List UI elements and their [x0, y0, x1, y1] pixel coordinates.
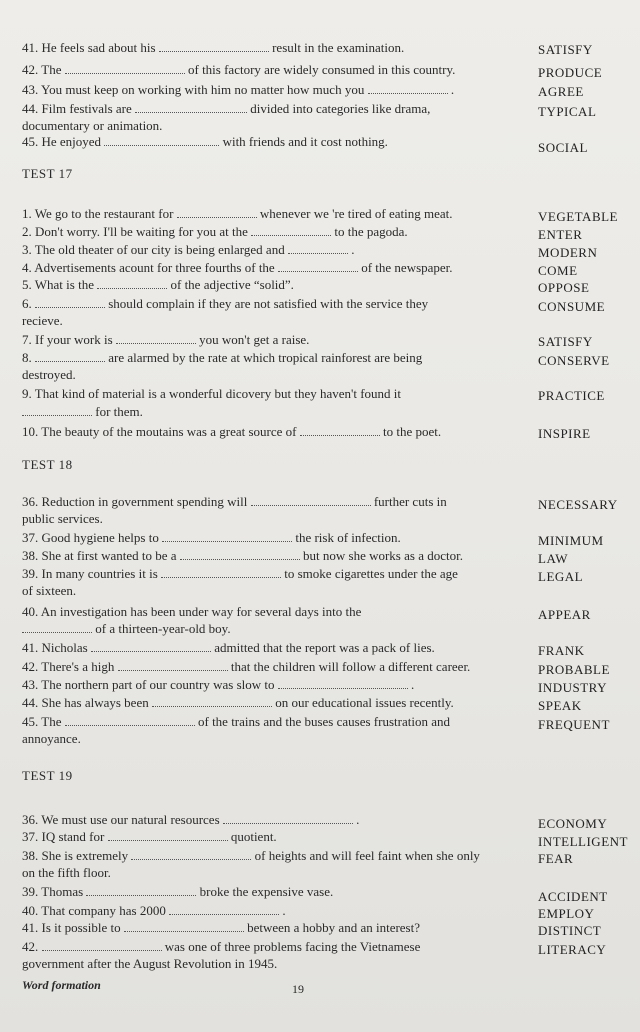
- keyword: COME: [538, 263, 578, 278]
- question-text-cont: recieve.: [22, 313, 63, 328]
- answer-blank[interactable]: [159, 40, 269, 52]
- keyword: INSPIRE: [538, 426, 591, 441]
- question-text: 43. You must keep on working with him no matter how much you: [22, 82, 365, 97]
- keyword: FRANK: [538, 643, 585, 658]
- question-line: [22, 62, 455, 77]
- question-text: 9. That kind of material is a wonderful dicovery but they haven't found it: [22, 386, 402, 401]
- question-text-after: of this factory are widely consumed in this country.: [187, 62, 456, 77]
- question-text-after: of the adjective “solid”.: [170, 277, 294, 292]
- question-line: [22, 659, 470, 674]
- question-continuation: [22, 511, 103, 526]
- question-text-after: result in the examination.: [272, 40, 405, 55]
- question-line: [22, 424, 441, 439]
- answer-blank[interactable]: [169, 903, 279, 915]
- answer-blank[interactable]: [108, 829, 228, 841]
- footer-title: Word formation: [22, 978, 101, 992]
- keyword: ACCIDENT: [538, 889, 608, 904]
- keyword: INDUSTRY: [538, 680, 608, 695]
- question-continuation: [22, 367, 76, 382]
- question-line: [22, 242, 354, 257]
- keyword: TYPICAL: [538, 104, 597, 119]
- question-text-after: admitted that the report was a pack of lies.: [214, 640, 435, 655]
- question-line: [22, 548, 463, 563]
- keyword: SPEAK: [538, 698, 582, 713]
- question-text-cont: annoyance.: [22, 731, 81, 746]
- question-line: [22, 604, 361, 619]
- test-heading: TEST 19: [22, 768, 73, 783]
- question-text-after: are alarmed by the rate at which tropical rainforest are being: [108, 350, 423, 365]
- question-line: [22, 332, 309, 347]
- answer-blank[interactable]: [131, 848, 251, 860]
- question-text-cont: public services.: [22, 511, 103, 526]
- question-text-after: with friends and it cost nothing.: [222, 134, 388, 149]
- keyword: NECESSARY: [538, 497, 618, 512]
- question-line: [22, 566, 458, 581]
- question-line: [22, 296, 428, 311]
- answer-blank[interactable]: [177, 206, 257, 218]
- question-text: 37. IQ stand for: [22, 829, 105, 844]
- answer-blank[interactable]: [104, 134, 219, 146]
- question-text-cont: on the fifth floor.: [22, 865, 111, 880]
- question-line: [22, 386, 401, 401]
- answer-blank[interactable]: [251, 224, 331, 236]
- question-text: 45. The: [22, 714, 62, 729]
- question-text-after: was one of three problems facing the Vietnamese: [164, 939, 421, 954]
- keyword: SATISFY: [538, 42, 593, 57]
- keyword: FREQUENT: [538, 717, 610, 732]
- answer-blank[interactable]: [22, 621, 92, 633]
- keyword: PRODUCE: [538, 65, 603, 80]
- question-text: 2. Don't worry. I'll be waiting for you at the: [22, 224, 248, 239]
- question-line: [22, 677, 414, 692]
- question-line: [22, 40, 404, 55]
- question-continuation: [22, 404, 143, 419]
- question-text: 10. The beauty of the moutains was a great source of: [22, 424, 297, 439]
- question-text-after: to the pagoda.: [334, 224, 408, 239]
- question-text-after: .: [351, 242, 355, 257]
- question-text-cont: documentary or animation.: [22, 118, 163, 133]
- question-text-after: further cuts in: [373, 494, 447, 509]
- question-line: [22, 829, 277, 844]
- keyword: AGREE: [538, 84, 584, 99]
- question-text-after: but now she works as a doctor.: [303, 548, 463, 563]
- question-text-cont: of a thirteen-year-old boy.: [95, 621, 231, 636]
- keyword: DISTINCT: [538, 923, 602, 938]
- question-line: [22, 812, 359, 827]
- question-line: [22, 884, 333, 899]
- question-text: 3. The old theater of our city is being enlarged and: [22, 242, 285, 257]
- question-text-after: on our educational issues recently.: [275, 695, 454, 710]
- question-text-after: .: [356, 812, 360, 827]
- question-line: [22, 82, 454, 97]
- question-text: 40. An investigation has been under way for several days into the: [22, 604, 362, 619]
- question-continuation: [22, 956, 277, 971]
- question-text-after: you won't get a raise.: [199, 332, 310, 347]
- question-text-cont: of sixteen.: [22, 583, 77, 598]
- question-text-after: of heights and will feel faint when she only: [254, 848, 480, 863]
- question-text: 41. He feels sad about his: [22, 40, 156, 55]
- keyword: EMPLOY: [538, 906, 595, 921]
- question-text-after: the risk of infection.: [295, 530, 401, 545]
- question-line: [22, 494, 447, 509]
- answer-blank[interactable]: [35, 296, 105, 308]
- question-line: [22, 920, 420, 935]
- question-text-after: whenever we 're tired of eating meat.: [259, 206, 453, 221]
- question-line: [22, 260, 453, 275]
- question-line: [22, 277, 294, 292]
- answer-blank[interactable]: [118, 659, 228, 671]
- keyword: APPEAR: [538, 607, 591, 622]
- question-continuation: [22, 313, 63, 328]
- keyword: CONSUME: [538, 299, 606, 314]
- question-text-after: that the children will follow a different career.: [230, 659, 471, 674]
- keyword: SATISFY: [538, 334, 593, 349]
- answer-blank[interactable]: [161, 566, 281, 578]
- answer-blank[interactable]: [300, 424, 380, 436]
- question-line: [22, 695, 454, 710]
- answer-blank[interactable]: [162, 530, 292, 542]
- question-line: [22, 134, 388, 149]
- answer-blank[interactable]: [65, 62, 185, 74]
- question-continuation: [22, 621, 231, 636]
- question-text-after: to the poet.: [382, 424, 442, 439]
- keyword: MODERN: [538, 245, 598, 260]
- keyword: VEGETABLE: [538, 209, 618, 224]
- question-text: 40. That company has 2000: [22, 903, 166, 918]
- question-line: [22, 206, 452, 221]
- question-line: [22, 530, 401, 545]
- test-heading: TEST 18: [22, 457, 73, 472]
- keyword: OPPOSE: [538, 280, 590, 295]
- question-text: 44. She has always been: [22, 695, 149, 710]
- question-line: [22, 848, 480, 863]
- question-text: 43. The northern part of our country was slow to: [22, 677, 275, 692]
- question-text-after: .: [282, 903, 286, 918]
- question-text-cont: destroyed.: [22, 367, 76, 382]
- question-text: 7. If your work is: [22, 332, 113, 347]
- page-number: 19: [292, 982, 304, 996]
- answer-blank[interactable]: [22, 404, 92, 416]
- question-line: [22, 224, 408, 239]
- question-line: [22, 939, 420, 954]
- answer-blank[interactable]: [116, 332, 196, 344]
- question-line: [22, 350, 422, 365]
- answer-blank[interactable]: [91, 640, 211, 652]
- question-text: 6.: [22, 296, 32, 311]
- question-text-after: to smoke cigarettes under the age: [284, 566, 458, 581]
- question-text: 36. Reduction in government spending will: [22, 494, 248, 509]
- question-text-after: should complain if they are not satisfied with the service they: [108, 296, 429, 311]
- keyword: MINIMUM: [538, 533, 604, 548]
- question-text: 8.: [22, 350, 32, 365]
- keyword: LEGAL: [538, 569, 584, 584]
- question-text: 5. What is the: [22, 277, 94, 292]
- question-text: 42. The: [22, 62, 62, 77]
- question-text: 42. There's a high: [22, 659, 115, 674]
- answer-blank[interactable]: [223, 812, 353, 824]
- keyword: INTELLIGENT: [538, 834, 628, 849]
- question-continuation: [22, 731, 81, 746]
- answer-blank[interactable]: [152, 695, 272, 707]
- answer-blank[interactable]: [86, 884, 196, 896]
- answer-blank[interactable]: [368, 82, 448, 94]
- question-text: 37. Good hygiene helps to: [22, 530, 159, 545]
- question-text-after: between a hobby and an interest?: [247, 920, 420, 935]
- question-line: [22, 640, 435, 655]
- question-text: 36. We must use our natural resources: [22, 812, 220, 827]
- keyword: ENTER: [538, 227, 583, 242]
- answer-blank[interactable]: [65, 714, 195, 726]
- question-text: 41. Is it possible to: [22, 920, 121, 935]
- answer-blank[interactable]: [288, 242, 348, 254]
- question-text-after: of the trains and the buses causes frustration and: [197, 714, 450, 729]
- question-text: 41. Nicholas: [22, 640, 88, 655]
- question-line: [22, 714, 450, 729]
- keyword: LITERACY: [538, 942, 607, 957]
- answer-blank[interactable]: [97, 277, 167, 289]
- keyword: PROBABLE: [538, 662, 610, 677]
- question-text: 4. Advertisements acount for three fourths of the: [22, 260, 275, 275]
- question-text-after: .: [450, 82, 455, 97]
- answer-blank[interactable]: [42, 939, 162, 951]
- keyword: SOCIAL: [538, 140, 588, 155]
- answer-blank[interactable]: [251, 494, 371, 506]
- keyword: PRACTICE: [538, 388, 605, 403]
- answer-blank[interactable]: [278, 677, 408, 689]
- question-text: 44. Film festivals are: [22, 101, 132, 116]
- question-continuation: [22, 118, 162, 133]
- question-text: 39. Thomas: [22, 884, 84, 899]
- question-text: 38. She is extremely: [22, 848, 129, 863]
- question-continuation: [22, 583, 76, 598]
- question-line: [22, 101, 430, 116]
- question-text-cont: government after the August Revolution in 1945.: [22, 956, 278, 971]
- answer-blank[interactable]: [180, 548, 300, 560]
- question-text-after: divided into categories like drama,: [250, 101, 431, 116]
- question-continuation: [22, 865, 111, 880]
- answer-blank[interactable]: [278, 260, 358, 272]
- question-text: 1. We go to the restaurant for: [22, 206, 174, 221]
- answer-blank[interactable]: [124, 920, 244, 932]
- answer-blank[interactable]: [135, 101, 247, 113]
- question-text-after: broke the expensive vase.: [199, 884, 334, 899]
- question-text-after: quotient.: [230, 829, 277, 844]
- keyword: FEAR: [538, 851, 574, 866]
- question-text: 42.: [22, 939, 39, 954]
- question-line: [22, 903, 286, 918]
- answer-blank[interactable]: [35, 350, 105, 362]
- test-heading: TEST 17: [22, 166, 73, 181]
- question-text: 39. In many countries it is: [22, 566, 158, 581]
- question-text-after: .: [410, 677, 415, 692]
- question-text-after: of the newspaper.: [361, 260, 453, 275]
- keyword: CONSERVE: [538, 353, 610, 368]
- keyword: LAW: [538, 551, 569, 566]
- question-text: 38. She at first wanted to be a: [22, 548, 177, 563]
- question-text-cont: for them.: [95, 404, 143, 419]
- keyword: ECONOMY: [538, 816, 608, 831]
- question-text: 45. He enjoyed: [22, 134, 102, 149]
